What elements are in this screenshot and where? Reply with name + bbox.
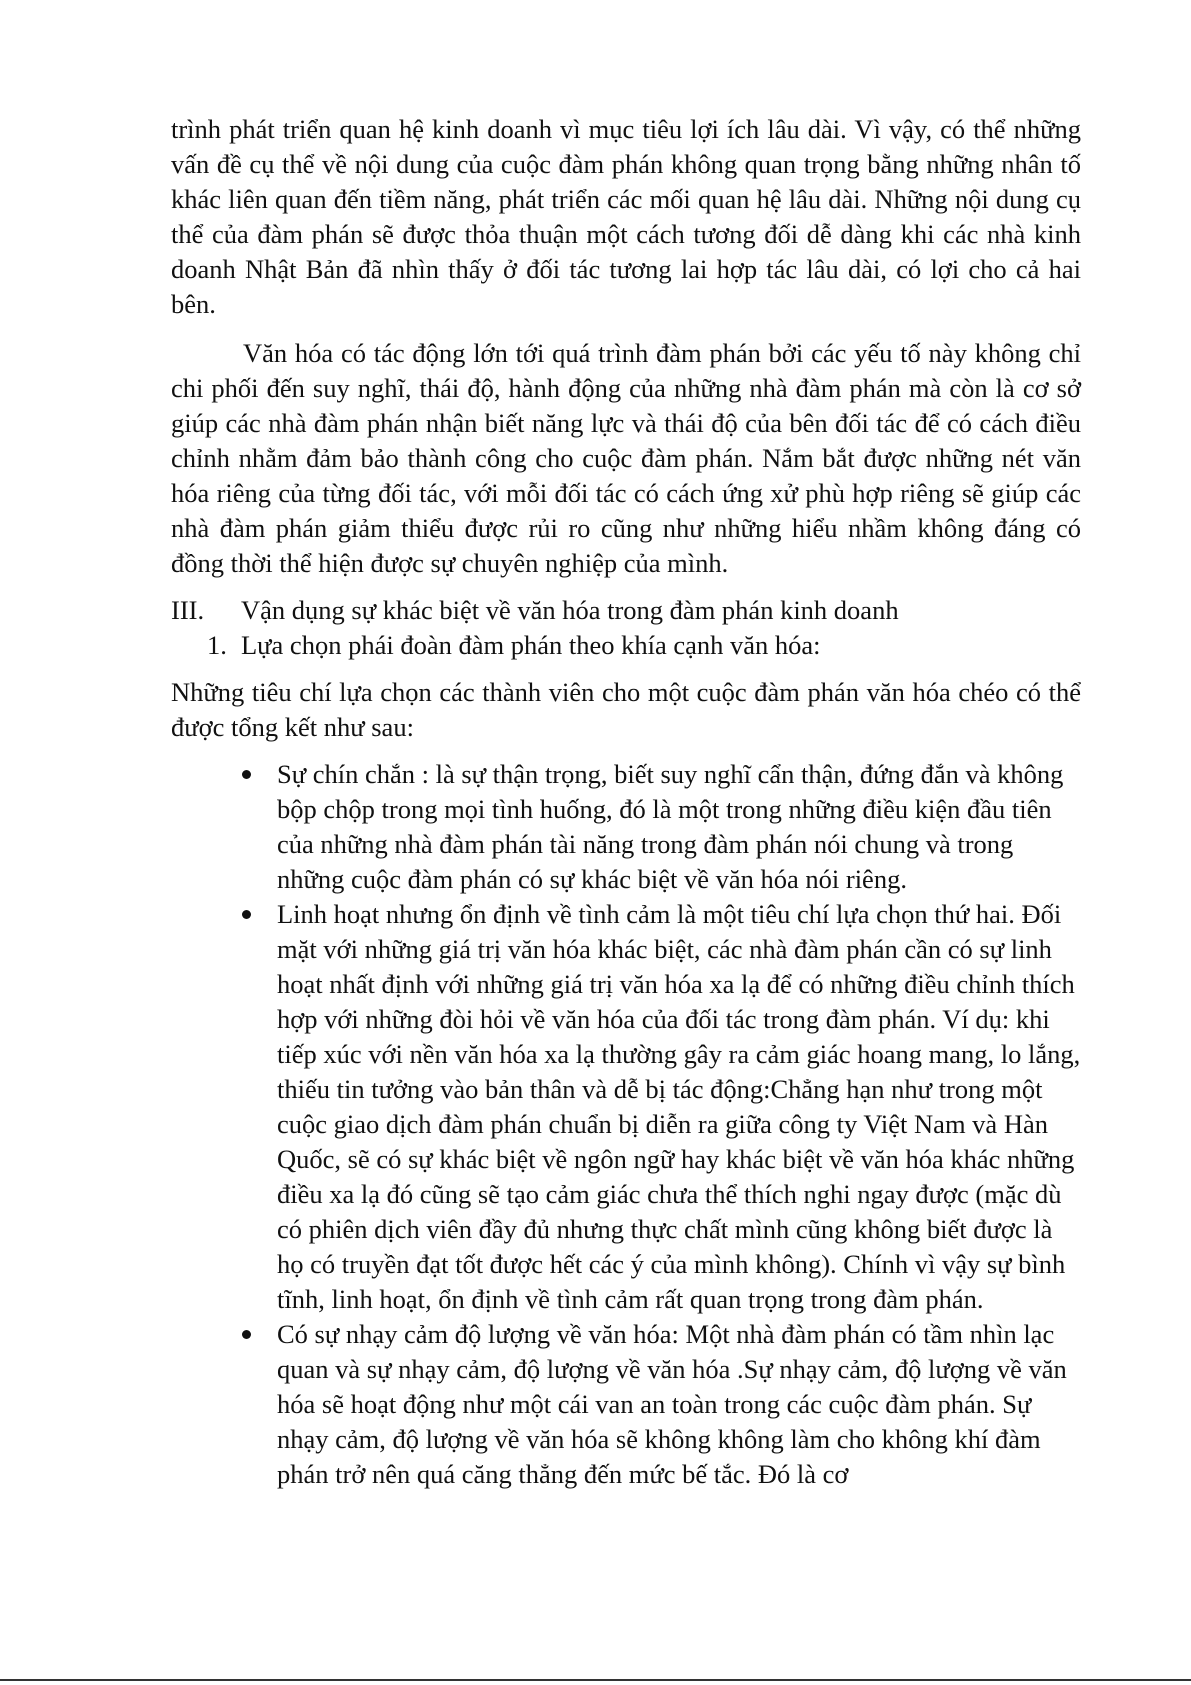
bullet-dot-icon [242, 910, 251, 919]
section-heading [171, 593, 1081, 628]
list-item [171, 897, 1081, 1317]
list-item-text: Sự chín chắn : là sự thận trọng, biết suy nghĩ cẩn thận, đứng đắn và không bộp chộp trong mọi tình huống, đó là một trong những điều kiện đầu tiên của những nhà đàm phán tài năng trong đàm phán nói chung và trong những cuộc đàm phán có sự khác biệt về văn hóa nói riêng. [277, 759, 1064, 894]
list-item [171, 757, 1081, 897]
subsection-title: Lựa chọn phái đoàn đàm phán theo khía cạnh văn hóa: [241, 630, 821, 660]
subsection-heading [207, 628, 1081, 663]
paragraph-culture-impact: Văn hóa có tác động lớn tới quá trình đàm phán bởi các yếu tố này không chỉ chi phối đến suy nghĩ, thái độ, hành động của những nhà đàm phán mà còn là cơ sở giúp các nhà đàm phán nhận biết năng lực và thái độ của bên đối tác để có cách điều chỉnh nhằm đảm bảo thành công cho cuộc đàm phán. Nắm bắt được những nét văn hóa riêng của từng đối tác, với mỗi đối tác có cách ứng xử phù hợp riêng sẽ giúp các nhà đàm phán giảm thiểu được rủi ro cũng như những hiểu nhầm không đáng có đồng thời thể hiện được sự chuyên nghiệp của mình. [171, 338, 1081, 578]
section-title: Vận dụng sự khác biệt về văn hóa trong đàm phán kinh doanh [241, 595, 899, 625]
section-number: III. [171, 595, 205, 625]
list-item [171, 1317, 1081, 1492]
paragraph-japan-business: trình phát triển quan hệ kinh doanh vì mục tiêu lợi ích lâu dài. Vì vậy, có thể những vấn đề cụ thể về nội dung của cuộc đàm phán không quan trọng bằng những nhân tố khác liên quan đến tiềm năng, phát triển các mối quan hệ lâu dài. Những nội dung cụ thể của đàm phán sẽ được thỏa thuận một cách tương đối dễ dàng khi các nhà kinh doanh Nhật Bản đã nhìn thấy ở đối tác tương lai hợp tác lâu dài, có lợi cho cả hai bên. [171, 114, 1081, 319]
document-page [171, 112, 1081, 1492]
footer-rule [0, 1679, 1191, 1681]
bullet-dot-icon [242, 1330, 251, 1339]
bullet-dot-icon [242, 770, 251, 779]
subsection-number: 1. [207, 630, 227, 660]
list-item-text: Linh hoạt nhưng ổn định về tình cảm là một tiêu chí lựa chọn thứ hai. Đối mặt với những giá trị văn hóa khác biệt, các nhà đàm phán cần có sự linh hoạt nhất định với những giá trị văn hóa xa lạ để có những điều chỉnh thích hợp với những đòi hỏi về văn hóa của đối tác trong đàm phán. Ví dụ: khi tiếp xúc với nền văn hóa xa lạ thường gây ra cảm giác hoang mang, lo lắng, thiếu tin tưởng vào bản thân và dễ bị tác động:Chẳng hạn như trong một cuộc giao dịch đàm phán chuẩn bị diễn ra giữa công ty Việt Nam và Hàn Quốc, sẽ có sự khác biệt về ngôn ngữ hay khác biệt về văn hóa khác những điều xa lạ đó cũng sẽ tạo cảm giác chưa thể thích nghi ngay được (mặc dù có phiên dịch viên đầy đủ nhưng thực chất mình cũng không biết được là họ có truyền đạt tốt được hết các ý của mình không). Chính vì vậy sự bình tĩnh, linh hoạt, ổn định về tình cảm rất quan trọng trong đàm phán. [277, 899, 1081, 1314]
criteria-list [171, 757, 1081, 1492]
list-item-text: Có sự nhạy cảm độ lượng về văn hóa: Một nhà đàm phán có tầm nhìn lạc quan và sự nhạy cảm, độ lượng về văn hóa .Sự nhạy cảm, độ lượng về văn hóa sẽ hoạt động như một cái van an toàn trong các cuộc đàm phán. Sự nhạy cảm, độ lượng về văn hóa sẽ không không làm cho không khí đàm phán trở nên quá căng thẳng đến mức bế tắc. Đó là cơ [277, 1319, 1067, 1489]
criteria-intro: Những tiêu chí lựa chọn các thành viên cho một cuộc đàm phán văn hóa chéo có thể được tổng kết như sau: [171, 677, 1081, 742]
